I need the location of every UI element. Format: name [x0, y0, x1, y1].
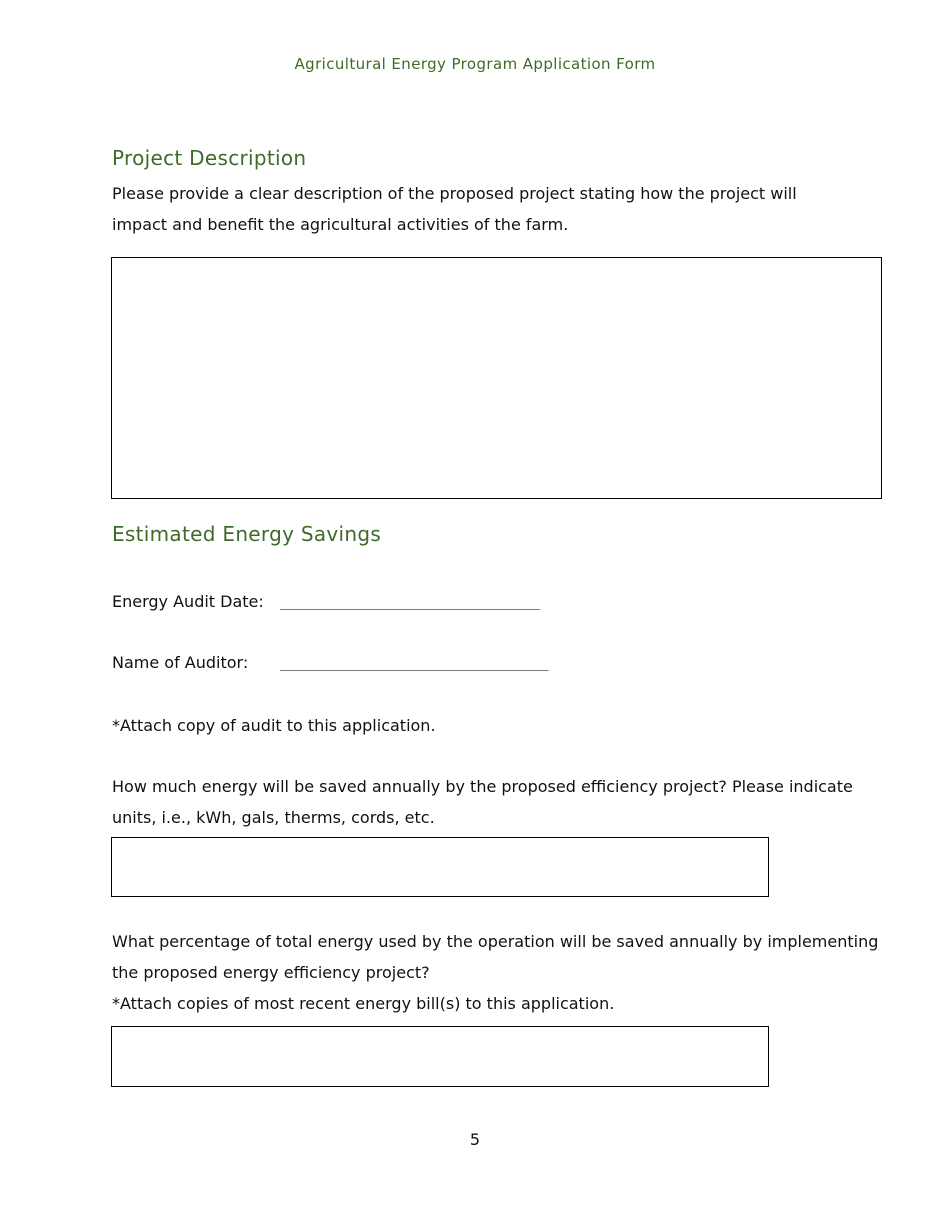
project-description-instructions	[112, 178, 797, 240]
project-description-instructions-line1: Please provide a clear description of the proposed project stating how the project will	[112, 184, 797, 203]
page-number: 5	[469, 1130, 481, 1149]
percentage-question	[112, 926, 878, 1019]
page-header-title: Agricultural Energy Program Application Form	[294, 55, 656, 73]
attach-bills-note: *Attach copies of most recent energy bill(s) to this application.	[112, 994, 615, 1013]
project-description-textbox[interactable]	[111, 257, 882, 499]
annual-savings-question-line2: units, i.e., kWh, gals, therms, cords, etc.	[112, 808, 435, 827]
auditor-name-field[interactable]: _______________________________	[280, 655, 549, 671]
percentage-question-line1: What percentage of total energy used by the operation will be saved annually by implementing	[112, 932, 879, 951]
percentage-savings-textbox[interactable]	[111, 1026, 769, 1087]
annual-savings-textbox[interactable]	[111, 837, 769, 897]
energy-audit-date-label: Energy Audit Date:	[112, 592, 264, 611]
project-description-instructions-line2: impact and benefit the agricultural activities of the farm.	[112, 215, 569, 234]
auditor-name-label: Name of Auditor:	[112, 653, 249, 672]
annual-savings-question-line1: How much energy will be saved annually by the proposed efficiency project? Please indicate	[112, 777, 853, 796]
energy-audit-date-field[interactable]: ______________________________	[280, 594, 540, 610]
project-description-heading: Project Description	[112, 146, 307, 170]
attach-audit-note: *Attach copy of audit to this application.	[112, 716, 436, 735]
estimated-energy-savings-heading: Estimated Energy Savings	[112, 522, 382, 546]
percentage-question-line2: the proposed energy efficiency project?	[112, 963, 430, 982]
annual-savings-question	[112, 771, 853, 833]
